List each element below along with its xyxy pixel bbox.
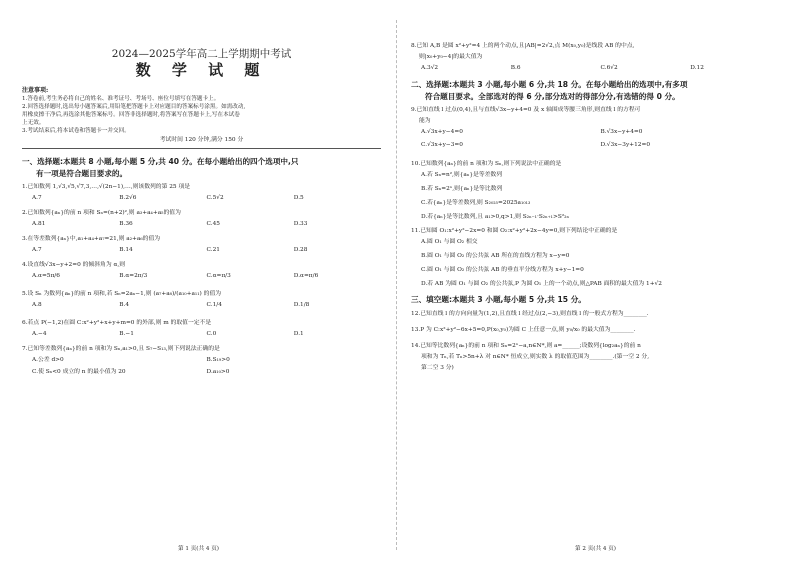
question-stem: 6.若点 P(−1,2)在圆 C:x²+y²+x+y+m=0 的外部,则 m 的取值一定不是 [22, 320, 212, 326]
option-c: C.21 [206, 247, 220, 253]
question-stem: 3.在等差数列{aₙ}中,a₁+a₄+a₇=21,则 a₂+a₆的值为 [22, 236, 161, 242]
question-stem: 11.已知圆 O₁:x²+y²−2x=0 和圆 O₂:x²+y²+2x−4y=0,则下列结论中正确的是 [411, 228, 618, 234]
option-b: B.若 Sₙ=2ⁿ,则{aₙ}是等比数列 [421, 186, 503, 192]
question-9 [411, 106, 780, 154]
question-1 [22, 183, 381, 202]
question-12: 12.已知直线 l 的方向向量为(1,2),且直线 l 经过点(2,−3),则直线 l 的一般式方程为________. [411, 310, 649, 317]
option-row [32, 220, 381, 228]
question-stem: 8.已知 A,B 是圆 x²+y²=4 上的两个动点,且|AB|=2√2,点 M(x₀,y₀)是线段 AB 的中点, [411, 43, 635, 49]
option-a: A.若 Sₙ=n²,则{aₙ}是等差数列 [421, 172, 503, 178]
option-b: B.36 [119, 221, 133, 227]
option-list [421, 238, 780, 288]
question-4 [22, 261, 381, 280]
notice-line: 2.回答选择题时,选出每小题答案后,用铅笔把答题卡上对应题目的答案标号涂黑。如需改动, [22, 104, 246, 110]
option-c: C.α=π/3 [206, 273, 231, 279]
option-a: A.8 [32, 302, 42, 308]
section-2-heading [411, 79, 780, 102]
option-a: A.81 [32, 221, 46, 227]
option-c: C.0 [206, 331, 217, 337]
question-stem: 4.设直线√3x−y+2=0 的倾斜角为 α,则 [22, 262, 126, 268]
option-b: B.14 [119, 247, 133, 253]
option-list [421, 171, 780, 221]
option-c: C.6√2 [600, 65, 618, 71]
question-stem: 能为 [419, 118, 431, 124]
question-11 [411, 227, 780, 288]
option-a: A.α=5π/6 [32, 273, 60, 279]
question-8 [411, 42, 780, 72]
option-d: D.1 [293, 331, 304, 337]
question-stem: 14.已知等比数列{aₙ}的前 n 项和 Sₙ=2ⁿ−a,n∈N*,则 a=______;设数列{log₂aₙ}的前 n [411, 342, 641, 349]
option-row [421, 64, 780, 72]
option-d: D.5 [293, 195, 304, 201]
question-13: 13.P 为 C:x²+y²−6x+5=0,P(x₀,y₀)为圆 C 上任意一点,则 y₀/x₀ 的最大值为________. [411, 326, 636, 333]
option-d: D.12 [690, 65, 704, 71]
option-row [32, 272, 381, 280]
question-stem: 项和为 Tₙ,若 Tₙ>5n+λ 对 n∈N* 恒成立,则实数 λ 的取值范围为________.(第一空 2 分, [421, 353, 650, 360]
question-stem: 第二空 3 分) [421, 364, 454, 371]
page-footer: 第 2 页(共 4 页) [575, 546, 616, 552]
option-c: C.若{aₙ}是等差数列,则 S₂₀₂₅=2025a₁₀₁₃ [421, 200, 531, 206]
notice-heading: 注意事项: [22, 87, 49, 94]
option-d: D.1/8 [293, 302, 310, 308]
option-row [32, 246, 381, 254]
option-a: A.−4 [32, 331, 47, 337]
option-c: C.√3x+y−3=0 [421, 142, 463, 148]
question-stem: 1.已知数列 1,√3,√5,√7,3,…,√(2n−1),…,则该数列的第 25 项是 [22, 184, 191, 190]
option-row [32, 330, 381, 338]
option-b: B.√3x−y+4=0 [600, 129, 643, 135]
option-c: C.使 Sₙ<0 成立的 n 的最小值为 20 [32, 369, 126, 375]
question-3 [22, 235, 381, 254]
option-row [32, 194, 381, 202]
option-b: B.6 [510, 65, 521, 71]
option-row [32, 368, 381, 376]
option-d: D.若 AB 为圆 O₁ 与圆 O₂ 的公共弦,P 为圆 O₁ 上的一个动点,则△PAB 面积的最大值为 1+√2 [421, 281, 662, 287]
section-2-line: 符合题目要求。全部选对的得 6 分,部分选对的得部分分,有选错的得 0 分。 [425, 91, 680, 101]
notice-list [22, 95, 381, 135]
notice-line: 用橡皮擦干净后,再选涂其他答案标号。回答非选择题时,将答案写在答题卡上,写在本试卷 [22, 112, 240, 118]
option-a: A.√3x+y−4=0 [421, 129, 463, 135]
exam-subject: 数 学 试 题 [135, 61, 268, 79]
option-b: B.2√6 [119, 195, 137, 201]
option-c: C.45 [206, 221, 220, 227]
option-b: B.−1 [119, 331, 134, 337]
question-10 [411, 160, 780, 221]
section-3-heading: 三、填空题:本题共 3 小题,每小题 5 分,共 15 分。 [411, 295, 586, 304]
section-2-line: 二、选择题:本题共 3 小题,每小题 6 分,共 18 分。在每小题给出的选项中,有多项 [411, 80, 688, 89]
question-7 [22, 345, 381, 376]
notice-line: 1.答卷前,考生务必将自己的姓名、准考证号、考场号、座位号填写在答题卡上。 [22, 96, 220, 102]
question-stem: 5.设 Sₙ 为数列{aₙ}的前 n 项和,若 Sₙ=2aₙ−1,则 (a₇+a₈)/(a₁₀+a₁₁) 的值为 [22, 291, 222, 297]
option-a: A.圆 O₁ 与圆 O₂ 相交 [421, 239, 478, 245]
question-6 [22, 319, 381, 338]
option-d: D.a₁₀>0 [206, 369, 230, 375]
page-footer: 第 1 页(共 4 页) [178, 546, 219, 552]
question-2 [22, 209, 381, 228]
option-b: B.α=2π/3 [119, 273, 148, 279]
option-a: A.公差 d>0 [32, 357, 64, 363]
option-d: D.α=π/6 [293, 273, 319, 279]
option-grid [421, 128, 780, 154]
question-stem: 9.已知直线 l 过点(0,4),且与直线√3x−y+4=0 及 x 轴围成等腰三角形,则直线 l 的方程可 [411, 107, 641, 113]
option-a: A.7 [32, 195, 42, 201]
divider-line [22, 148, 381, 149]
question-stem: 2.已知数列{aₙ}的前 n 项和 Sₙ=(n+2)²,则 a₃+a₄+a₅的值为 [22, 210, 181, 216]
option-row [32, 356, 381, 364]
exam-title: 2024—2025学年高二上学期期中考试 [111, 48, 292, 60]
option-b: B.圆 O₁ 与圆 O₂ 的公共弦 AB 所在的直线方程为 x−y=0 [421, 253, 570, 259]
option-b: B.4 [119, 302, 130, 308]
option-d: D.若{aₙ}是等比数列,且 a₁>0,q>1,则 S₂ₙ₋₁·S₂ₙ₊₁>S²₂ₙ [421, 214, 569, 220]
option-d: D.33 [293, 221, 308, 227]
notice-line: 3.考试结束后,将本试卷和答题卡一并交回。 [22, 128, 130, 134]
option-c: C.5√2 [206, 195, 224, 201]
question-5 [22, 290, 381, 309]
option-a: A.7 [32, 247, 42, 253]
section-1-line: 一、选择题:本题共 8 小题,每小题 5 分,共 40 分。在每小题给出的四个选项中,只 [22, 157, 299, 166]
option-c: C.1/4 [206, 302, 222, 308]
option-b: B.S₁₉>0 [206, 357, 230, 363]
option-d: D.√3x−3y+12=0 [600, 142, 651, 148]
option-d: D.28 [293, 247, 308, 253]
notice-line: 上无效。 [22, 120, 45, 126]
question-stem: 则|x₀+y₀−4|的最大值为 [419, 54, 483, 60]
option-c: C.圆 O₁ 与圆 O₂ 的公共弦 AB 的垂直平分线方程为 x+y−1=0 [421, 267, 584, 273]
question-stem: 10.已知数列{aₙ}的前 n 项和为 Sₙ,则下列说法中正确的是 [411, 161, 562, 167]
option-row [32, 301, 381, 309]
section-1-heading [22, 156, 381, 179]
option-a: A.3√2 [421, 65, 439, 71]
exam-page-2 [397, 0, 794, 562]
time-note: 考试时间 120 分钟,满分 150 分 [159, 137, 244, 143]
question-14 [411, 342, 780, 372]
section-1-line: 有一项是符合题目要求的。 [36, 168, 128, 178]
question-stem: 7.已知等差数列{aₙ}的前 n 项和为 Sₙ,a₁>0,且 S₇−S₁₃,则下列说法正确的是 [22, 346, 220, 352]
